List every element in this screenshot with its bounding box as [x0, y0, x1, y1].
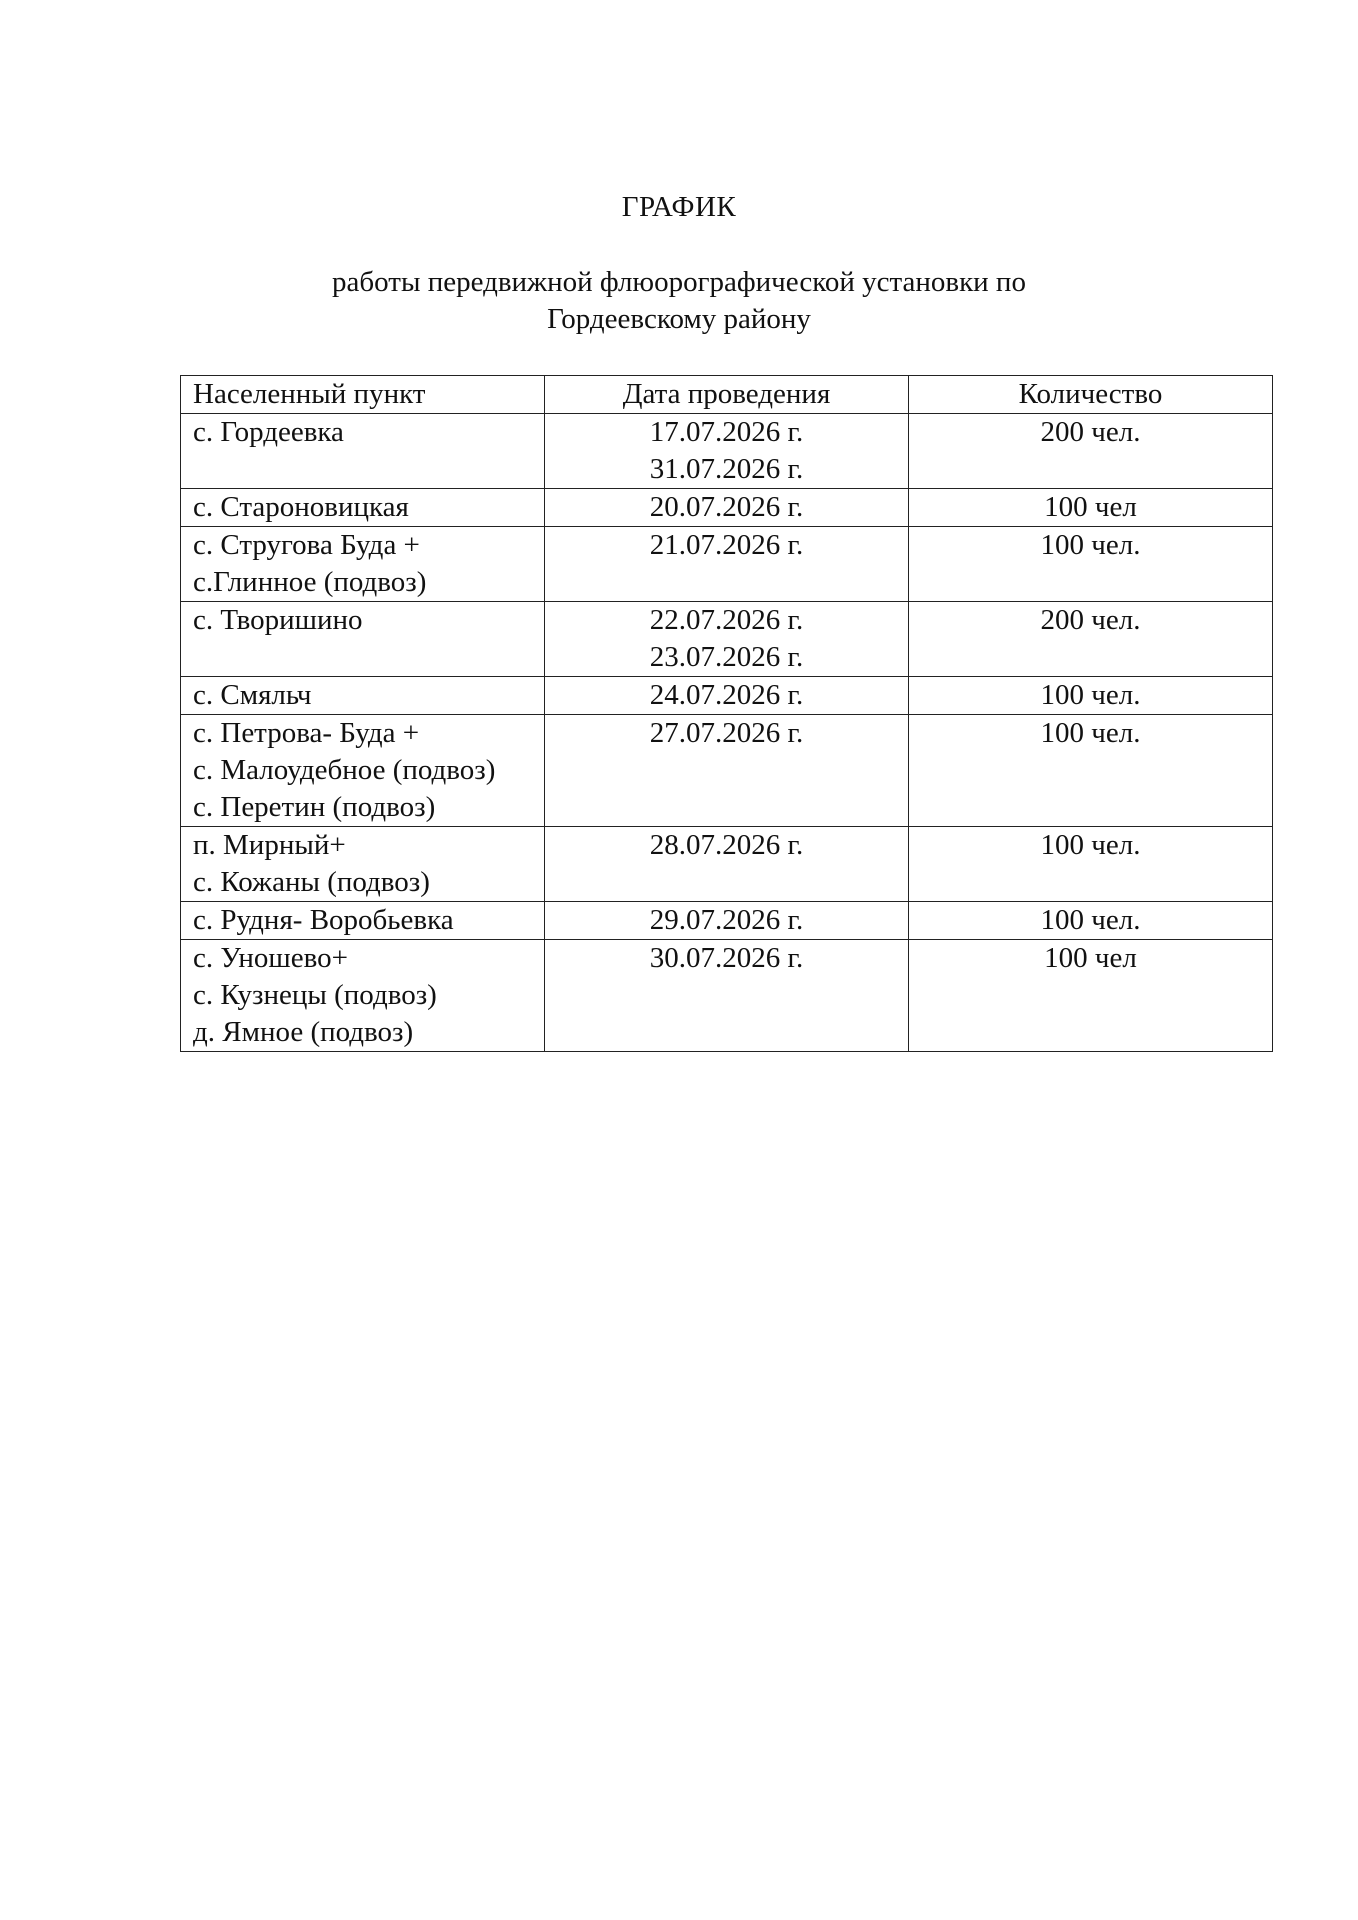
cell-date	[545, 489, 909, 527]
cell-place	[181, 489, 545, 527]
place-name: с. Гордеевка	[193, 416, 344, 448]
date-value: 29.07.2026 г.	[649, 904, 804, 936]
place-name: с. Творишино	[193, 604, 363, 636]
cell-date	[545, 940, 909, 1052]
quantity-value: 100 чел.	[1040, 829, 1141, 861]
table-row	[181, 602, 1273, 677]
place-name: с. Смяльч	[193, 679, 312, 711]
cell-place	[181, 902, 545, 940]
date-value: 21.07.2026 г.	[649, 529, 804, 561]
cell-quantity	[909, 677, 1273, 715]
cell-quantity	[909, 602, 1273, 677]
document-subtitle	[0, 264, 1358, 338]
cell-date	[545, 602, 909, 677]
cell-quantity	[909, 489, 1273, 527]
date-value: 31.07.2026 г.	[649, 453, 804, 485]
date-value: 30.07.2026 г.	[649, 942, 804, 974]
cell-place	[181, 527, 545, 602]
quantity-value: 100 чел.	[1040, 679, 1141, 711]
place-name: с. Кожаны (подвоз)	[193, 866, 430, 898]
quantity-value: 100 чел.	[1040, 717, 1141, 749]
header-date: Дата проведения	[545, 376, 909, 414]
cell-quantity	[909, 527, 1273, 602]
place-name: с. Малоудебное (подвоз)	[193, 754, 496, 786]
schedule-table	[180, 375, 1273, 1052]
header-quantity: Количество	[909, 376, 1273, 414]
cell-date	[545, 677, 909, 715]
cell-date	[545, 902, 909, 940]
place-name: д. Ямное (подвоз)	[193, 1016, 414, 1048]
quantity-value: 100 чел.	[1040, 904, 1141, 936]
cell-place	[181, 715, 545, 827]
subtitle-line: Гордеевскому району	[547, 303, 811, 335]
table-row	[181, 527, 1273, 602]
quantity-value: 200 чел.	[1040, 604, 1141, 636]
place-name: с. Петрова- Буда +	[193, 717, 420, 749]
date-value: 24.07.2026 г.	[649, 679, 804, 711]
table-row	[181, 940, 1273, 1052]
quantity-value: 100 чел	[1044, 942, 1137, 974]
place-name: с. Рудня- Воробьевка	[193, 904, 454, 936]
table-row	[181, 677, 1273, 715]
table-row	[181, 827, 1273, 902]
date-value: 23.07.2026 г.	[649, 641, 804, 673]
table-row	[181, 414, 1273, 489]
place-name: п. Мирный+	[193, 829, 346, 861]
date-value: 28.07.2026 г.	[649, 829, 804, 861]
table-row	[181, 715, 1273, 827]
table-header-row	[181, 376, 1273, 414]
cell-place	[181, 940, 545, 1052]
date-value: 22.07.2026 г.	[649, 604, 804, 636]
cell-quantity	[909, 902, 1273, 940]
cell-quantity	[909, 940, 1273, 1052]
subtitle-line: работы передвижной флюорографической установки по	[332, 266, 1026, 298]
cell-quantity	[909, 715, 1273, 827]
place-name: с. Перетин (подвоз)	[193, 791, 436, 823]
cell-place	[181, 677, 545, 715]
header-place: Населенный пункт	[181, 376, 545, 414]
cell-date	[545, 827, 909, 902]
table-row	[181, 489, 1273, 527]
quantity-value: 100 чел.	[1040, 529, 1141, 561]
cell-quantity	[909, 414, 1273, 489]
cell-date	[545, 527, 909, 602]
place-name: с. Кузнецы (подвоз)	[193, 979, 437, 1011]
place-name: с. Староновицкая	[193, 491, 409, 523]
cell-date	[545, 715, 909, 827]
cell-date	[545, 414, 909, 489]
place-name: с. Уношево+	[193, 942, 348, 974]
document-title: ГРАФИК	[621, 191, 737, 223]
cell-quantity	[909, 827, 1273, 902]
date-value: 20.07.2026 г.	[649, 491, 804, 523]
quantity-value: 200 чел.	[1040, 416, 1141, 448]
date-value: 27.07.2026 г.	[649, 717, 804, 749]
quantity-value: 100 чел	[1044, 491, 1137, 523]
table-row	[181, 902, 1273, 940]
place-name: с.Глинное (подвоз)	[193, 566, 427, 598]
table-body	[181, 414, 1273, 1052]
date-value: 17.07.2026 г.	[649, 416, 804, 448]
cell-place	[181, 827, 545, 902]
place-name: с. Стругова Буда +	[193, 529, 420, 561]
cell-place	[181, 414, 545, 489]
cell-place	[181, 602, 545, 677]
